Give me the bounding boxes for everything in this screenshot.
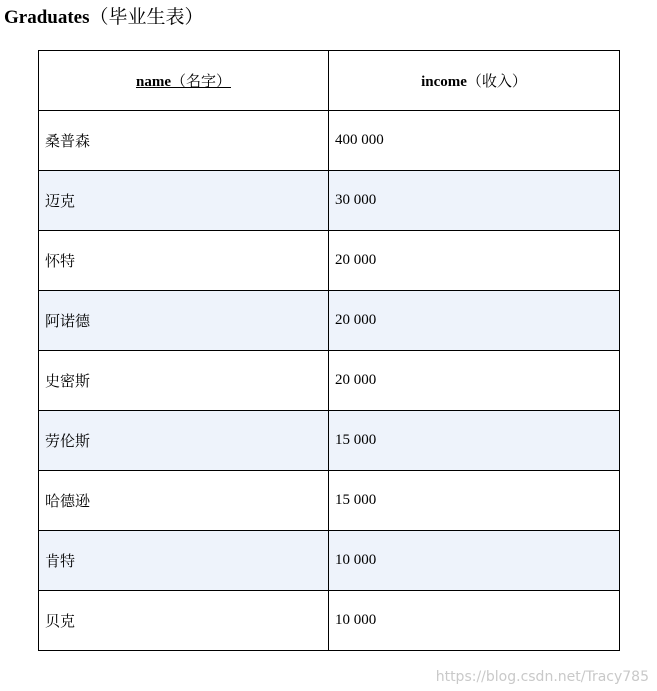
watermark: https://blog.csdn.net/Tracy785 — [435, 669, 649, 685]
cell-name: 阿诺德 — [39, 291, 329, 351]
column-header-income-text: income（收入） — [421, 72, 527, 90]
cell-income: 10 000 — [329, 591, 620, 651]
cell-name: 肯特 — [39, 531, 329, 591]
table-header-row — [39, 51, 620, 111]
table-row — [39, 471, 620, 531]
table-row — [39, 591, 620, 651]
column-header-name — [39, 51, 329, 111]
cell-income: 30 000 — [329, 171, 620, 231]
cell-name: 怀特 — [39, 231, 329, 291]
cell-income: 20 000 — [329, 351, 620, 411]
table-row — [39, 411, 620, 471]
column-header-name-text: name（名字） — [135, 72, 231, 90]
cell-name: 桑普森 — [39, 111, 329, 171]
table-row — [39, 231, 620, 291]
cell-income: 15 000 — [329, 471, 620, 531]
table-row — [39, 111, 620, 171]
cell-income: 20 000 — [329, 291, 620, 351]
title-chinese: （毕业生表） — [89, 6, 204, 28]
page-title — [4, 3, 204, 32]
table-row — [39, 351, 620, 411]
cell-name: 劳伦斯 — [39, 411, 329, 471]
table-row — [39, 291, 620, 351]
cell-name: 哈德逊 — [39, 471, 329, 531]
cell-name: 史密斯 — [39, 351, 329, 411]
column-header-income — [329, 51, 620, 111]
cell-income: 10 000 — [329, 531, 620, 591]
cell-income: 15 000 — [329, 411, 620, 471]
cell-name: 迈克 — [39, 171, 329, 231]
cell-income: 400 000 — [329, 111, 620, 171]
table-row — [39, 531, 620, 591]
cell-income: 20 000 — [329, 231, 620, 291]
table-row — [39, 171, 620, 231]
title-english: Graduates — [4, 7, 90, 28]
graduates-table — [38, 50, 620, 651]
cell-name: 贝克 — [39, 591, 329, 651]
